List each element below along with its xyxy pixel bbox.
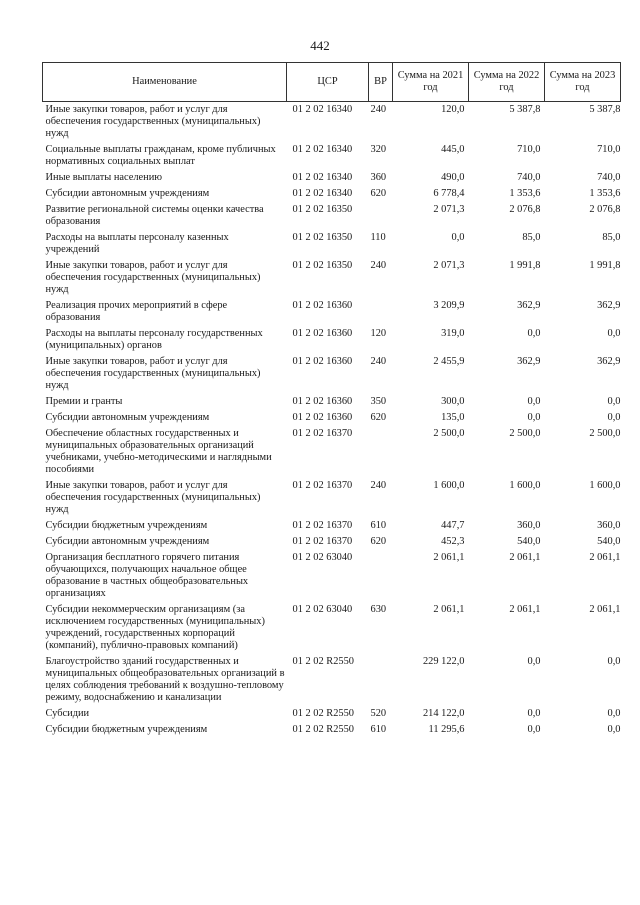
row-sum-2023: 0,0 <box>607 328 621 339</box>
row-vr: 240 <box>370 260 387 271</box>
row-vr: 620 <box>370 536 387 547</box>
row-csr: 01 2 02 16350 <box>292 260 353 271</box>
row-sum-2022: 1 353,6 <box>509 188 541 199</box>
table-row <box>43 170 621 186</box>
row-sum-2023: 740,0 <box>597 172 621 183</box>
row-name: Субсидии автономным учреждениям <box>45 188 210 199</box>
row-sum-2022: 0,0 <box>527 708 541 719</box>
row-csr: 01 2 02 16360 <box>292 356 353 367</box>
row-sum-2022: 362,9 <box>517 356 541 367</box>
row-sum-2022: 0,0 <box>527 656 541 667</box>
table-row <box>43 518 621 534</box>
row-vr <box>369 654 393 706</box>
row-sum-2021: 2 455,9 <box>433 356 465 367</box>
row-csr: 01 2 02 16340 <box>292 104 353 115</box>
row-csr: 01 2 02 16360 <box>292 396 353 407</box>
row-sum-2022: 0,0 <box>527 328 541 339</box>
row-sum-2022: 0,0 <box>527 396 541 407</box>
row-vr: 110 <box>370 232 386 243</box>
row-csr: 01 2 02 63040 <box>292 604 353 615</box>
row-sum-2021: 2 071,3 <box>433 260 465 271</box>
table-row <box>43 410 621 426</box>
row-vr: 630 <box>370 604 387 615</box>
row-csr: 01 2 02 R2550 <box>292 724 354 735</box>
row-sum-2022: 710,0 <box>517 144 541 155</box>
row-sum-2021: 1 600,0 <box>433 480 465 491</box>
row-csr: 01 2 02 16350 <box>292 204 353 215</box>
row-vr: 360 <box>370 172 387 183</box>
row-csr: 01 2 02 16340 <box>292 172 353 183</box>
table-body <box>43 102 621 739</box>
row-sum-2021: 447,7 <box>441 520 465 531</box>
row-sum-2023: 2 061,1 <box>589 604 621 615</box>
row-vr: 620 <box>370 412 387 423</box>
row-csr: 01 2 02 16370 <box>292 428 353 439</box>
row-vr: 320 <box>370 144 387 155</box>
row-vr <box>369 298 393 326</box>
table-row <box>43 202 621 230</box>
row-csr: 01 2 02 R2550 <box>292 656 354 667</box>
row-name: Реализация прочих мероприятий в сфере образования <box>45 300 228 323</box>
row-sum-2022: 362,9 <box>517 300 541 311</box>
table-row <box>43 550 621 602</box>
row-name: Организация бесплатного горячего питания обучающихся, получающих начальное общее образование в частных общеобразовательных организациях <box>45 552 249 599</box>
row-name: Благоустройство зданий государственных и муниципальных общеобразовательных организаций в целях соблюдения требований к воздушно-тепловому режиму, водоснабжению и канализации <box>45 656 285 703</box>
header-vr: ВР <box>369 63 393 102</box>
row-csr: 01 2 02 16360 <box>292 328 353 339</box>
row-sum-2022: 1 991,8 <box>509 260 541 271</box>
row-sum-2021: 135,0 <box>441 412 465 423</box>
row-name: Иные закупки товаров, работ и услуг для обеспечения государственных (муниципальных) нужд <box>45 480 261 515</box>
row-csr: 01 2 02 16370 <box>292 536 353 547</box>
row-sum-2022: 2 076,8 <box>509 204 541 215</box>
row-sum-2022: 1 600,0 <box>509 480 541 491</box>
row-sum-2021: 452,3 <box>441 536 465 547</box>
row-sum-2021: 229 122,0 <box>422 656 465 667</box>
table-row <box>43 426 621 478</box>
row-csr: 01 2 02 R2550 <box>292 708 354 719</box>
header-sum-2021: Сумма на 2021 год <box>393 63 469 102</box>
row-sum-2023: 2 061,1 <box>589 552 621 563</box>
row-sum-2023: 2 076,8 <box>589 204 621 215</box>
row-sum-2022: 2 061,1 <box>509 604 541 615</box>
row-vr: 610 <box>370 520 387 531</box>
table-row <box>43 706 621 722</box>
row-name: Иные закупки товаров, работ и услуг для обеспечения государственных (муниципальных) нужд <box>45 104 261 139</box>
row-csr: 01 2 02 16360 <box>292 300 353 311</box>
row-vr: 240 <box>370 480 387 491</box>
row-sum-2023: 0,0 <box>607 412 621 423</box>
row-vr: 350 <box>370 396 387 407</box>
row-sum-2021: 490,0 <box>441 172 465 183</box>
row-name: Субсидии некоммерческим организациям (за исключением государственных (муниципальных) учреждений, государственных корпораций (компаний), публично-правовых компаний) <box>45 604 265 651</box>
row-sum-2021: 2 061,1 <box>433 552 465 563</box>
row-sum-2021: 2 071,3 <box>433 204 465 215</box>
table-row <box>43 102 621 143</box>
row-sum-2021: 2 061,1 <box>433 604 465 615</box>
row-name: Развитие региональной системы оценки качества образования <box>45 204 264 227</box>
row-sum-2021: 11 295,6 <box>428 724 465 735</box>
row-vr: 120 <box>370 328 387 339</box>
row-csr: 01 2 02 16340 <box>292 144 353 155</box>
row-sum-2022: 360,0 <box>517 520 541 531</box>
table-row <box>43 602 621 654</box>
row-name: Расходы на выплаты персоналу казенных учреждений <box>45 232 229 255</box>
row-name: Социальные выплаты гражданам, кроме публичных нормативных социальных выплат <box>45 144 276 167</box>
row-name: Иные выплаты населению <box>45 172 163 183</box>
row-sum-2021: 214 122,0 <box>422 708 465 719</box>
row-sum-2022: 2 061,1 <box>509 552 541 563</box>
row-sum-2022: 5 387,8 <box>509 104 541 115</box>
row-sum-2022: 2 500,0 <box>509 428 541 439</box>
row-name: Субсидии бюджетным учреждениям <box>45 724 208 735</box>
table-row <box>43 394 621 410</box>
row-name: Обеспечение областных государственных и муниципальных образовательных организаций учебниками, учебно-методическими и наглядными пособиями <box>45 428 272 475</box>
row-name: Премии и гранты <box>45 396 123 407</box>
table-row <box>43 258 621 298</box>
table-row <box>43 230 621 258</box>
row-sum-2023: 1 991,8 <box>589 260 621 271</box>
table-row <box>43 534 621 550</box>
row-sum-2021: 300,0 <box>441 396 465 407</box>
table-row <box>43 326 621 354</box>
row-sum-2022: 540,0 <box>517 536 541 547</box>
row-sum-2021: 445,0 <box>441 144 465 155</box>
row-sum-2021: 319,0 <box>441 328 465 339</box>
row-vr <box>369 550 393 602</box>
budget-table <box>42 62 621 738</box>
row-sum-2023: 540,0 <box>597 536 621 547</box>
row-sum-2023: 85,0 <box>602 232 621 243</box>
row-sum-2023: 1 600,0 <box>589 480 621 491</box>
row-sum-2021: 3 209,9 <box>433 300 465 311</box>
row-vr: 240 <box>370 104 387 115</box>
row-sum-2023: 362,9 <box>597 356 621 367</box>
row-sum-2023: 1 353,6 <box>589 188 621 199</box>
row-sum-2021: 2 500,0 <box>433 428 465 439</box>
row-csr: 01 2 02 16370 <box>292 480 353 491</box>
row-sum-2022: 0,0 <box>527 412 541 423</box>
row-sum-2022: 85,0 <box>522 232 541 243</box>
row-csr: 01 2 02 16350 <box>292 232 353 243</box>
row-sum-2023: 0,0 <box>607 656 621 667</box>
row-name: Субсидии бюджетным учреждениям <box>45 520 208 531</box>
table-row <box>43 186 621 202</box>
row-sum-2023: 5 387,8 <box>589 104 621 115</box>
row-name: Иные закупки товаров, работ и услуг для обеспечения государственных (муниципальных) нужд <box>45 260 261 295</box>
table-row <box>43 478 621 518</box>
row-sum-2021: 6 778,4 <box>433 188 465 199</box>
row-sum-2021: 120,0 <box>441 104 465 115</box>
row-sum-2023: 0,0 <box>607 708 621 719</box>
header-csr: ЦСР <box>287 63 369 102</box>
row-name: Субсидии автономным учреждениям <box>45 412 210 423</box>
row-sum-2022: 0,0 <box>527 724 541 735</box>
header-name: Наименование <box>43 63 287 102</box>
row-csr: 01 2 02 16360 <box>292 412 353 423</box>
row-name: Субсидии <box>45 708 90 719</box>
row-vr: 240 <box>370 356 387 367</box>
row-sum-2023: 362,9 <box>597 300 621 311</box>
row-sum-2023: 0,0 <box>607 396 621 407</box>
row-sum-2023: 0,0 <box>607 724 621 735</box>
row-sum-2022: 740,0 <box>517 172 541 183</box>
table-header <box>43 63 621 102</box>
row-vr: 610 <box>370 724 387 735</box>
table-row <box>43 298 621 326</box>
row-vr <box>369 426 393 478</box>
row-csr: 01 2 02 16370 <box>292 520 353 531</box>
row-csr: 01 2 02 16340 <box>292 188 353 199</box>
row-vr: 520 <box>370 708 387 719</box>
row-name: Субсидии автономным учреждениям <box>45 536 210 547</box>
row-csr: 01 2 02 63040 <box>292 552 353 563</box>
table-row <box>43 654 621 706</box>
row-vr: 620 <box>370 188 387 199</box>
table-row <box>43 142 621 170</box>
header-sum-2023: Сумма на 2023 год <box>545 63 621 102</box>
table-row <box>43 722 621 738</box>
table-row <box>43 354 621 394</box>
row-sum-2023: 710,0 <box>597 144 621 155</box>
page-number: 442 <box>310 38 330 53</box>
row-name: Иные закупки товаров, работ и услуг для обеспечения государственных (муниципальных) нужд <box>45 356 261 391</box>
row-vr <box>369 202 393 230</box>
row-sum-2023: 360,0 <box>597 520 621 531</box>
row-sum-2021: 0,0 <box>451 232 465 243</box>
row-name: Расходы на выплаты персоналу государственных (муниципальных) органов <box>45 328 263 351</box>
header-sum-2022: Сумма на 2022 год <box>469 63 545 102</box>
row-sum-2023: 2 500,0 <box>589 428 621 439</box>
